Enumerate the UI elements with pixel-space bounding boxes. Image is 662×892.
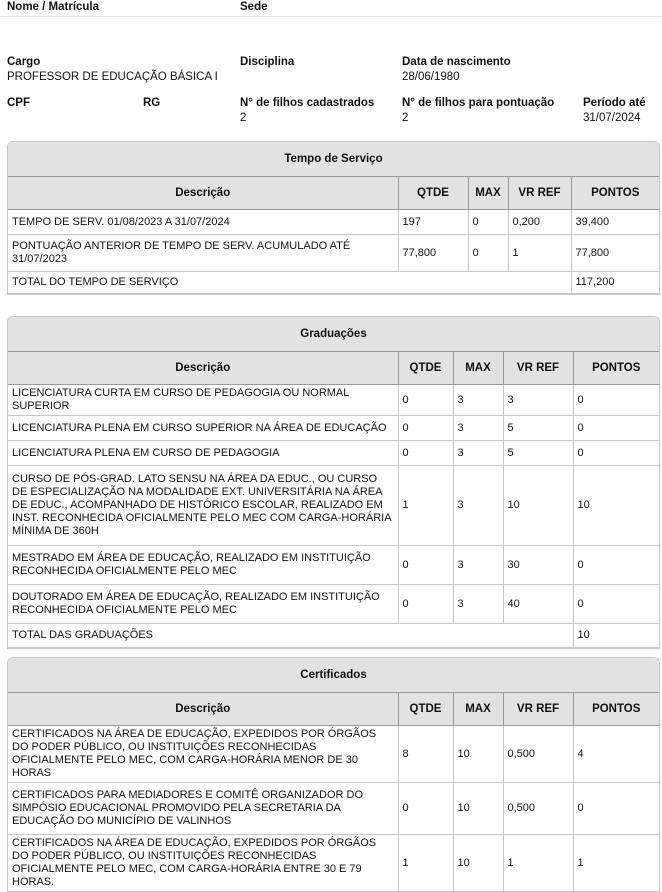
col-descricao: Descrição xyxy=(8,352,398,385)
cell-vr-ref: 10 xyxy=(503,466,573,546)
cell-pontos: 77,800 xyxy=(571,235,659,272)
graduacoes-table xyxy=(8,352,659,648)
filhos-pontuacao-value: 2 xyxy=(402,112,409,124)
graduacoes-title: Graduações xyxy=(8,317,659,352)
table-row xyxy=(8,210,659,235)
cell-descricao: DOUTORADO EM ÁREA DE EDUCAÇÃO, REALIZADO EM INSTITUIÇÃO RECONHECIDA OFICIALMENTE PELO MEC xyxy=(8,585,398,624)
graduacoes-panel xyxy=(7,316,660,649)
cell-pontos: 4 xyxy=(573,726,659,783)
certificados-title: Certificados xyxy=(8,658,659,693)
disciplina-label: Disciplina xyxy=(240,56,295,68)
col-qtde: QTDE xyxy=(398,693,453,726)
cell-qtde: 77,800 xyxy=(398,235,468,272)
col-vr-ref: VR REF xyxy=(503,693,573,726)
cell-descricao: MESTRADO EM ÁREA DE EDUCAÇÃO, REALIZADO EM INSTITUIÇÃO RECONHECIDA OFICIALMENTE PELO MEC xyxy=(8,546,398,585)
cell-vr-ref: 1 xyxy=(508,235,571,272)
col-qtde: QTDE xyxy=(398,352,453,385)
cell-descricao: LICENCIATURA PLENA EM CURSO DE PEDAGOGIA xyxy=(8,441,398,466)
cell-pontos: 0 xyxy=(573,546,659,585)
tempo-servico-panel xyxy=(7,141,660,295)
table-row xyxy=(8,466,659,546)
col-vr-ref: VR REF xyxy=(503,352,573,385)
header-divider xyxy=(0,16,662,17)
table-row xyxy=(8,585,659,624)
col-max: MAX xyxy=(468,177,508,210)
cell-max: 3 xyxy=(453,585,503,624)
table-header-row xyxy=(8,352,659,385)
cell-max: 10 xyxy=(453,835,503,892)
col-vr-ref: VR REF xyxy=(508,177,571,210)
table-row xyxy=(8,235,659,272)
cell-descricao: LICENCIATURA CURTA EM CURSO DE PEDAGOGIA OU NORMAL SUPERIOR xyxy=(8,385,398,416)
cell-descricao: CERTIFICADOS NA ÁREA DE EDUCAÇÃO, EXPEDIDOS POR ÓRGÃOS DO PODER PÚBLICO, OU INSTITUIÇÕES RECONHECIDAS OFICIALMENTE PELO MEC, COM CARGA-HORÁRIA ENTRE 30 E 79 HORAS. xyxy=(8,835,398,892)
total-row xyxy=(8,272,659,294)
periodo-value: 31/07/2024 xyxy=(583,112,641,124)
table-row xyxy=(8,835,659,892)
filhos-pontuacao-label: N° de filhos para pontuação xyxy=(402,97,555,109)
tempo-servico-table xyxy=(8,177,659,294)
data-nascimento-label: Data de nascimento xyxy=(402,56,511,68)
cell-max: 3 xyxy=(453,385,503,416)
cell-pontos: 10 xyxy=(573,466,659,546)
cargo-value: PROFESSOR DE EDUCAÇÃO BÁSICA I xyxy=(7,71,218,83)
rg-label: RG xyxy=(143,97,161,109)
col-pontos: PONTOS xyxy=(573,352,659,385)
table-header-row xyxy=(8,693,659,726)
col-max: MAX xyxy=(453,693,503,726)
cell-max: 0 xyxy=(468,210,508,235)
cell-qtde: 8 xyxy=(398,726,453,783)
cell-max: 3 xyxy=(453,416,503,441)
cell-pontos: 0 xyxy=(573,416,659,441)
col-pontos: PONTOS xyxy=(571,177,659,210)
col-pontos: PONTOS xyxy=(573,693,659,726)
certificados-panel xyxy=(7,657,660,892)
cell-vr-ref: 40 xyxy=(503,585,573,624)
cell-pontos: 0 xyxy=(573,441,659,466)
col-descricao: Descrição xyxy=(8,177,398,210)
cell-descricao: CURSO DE PÓS-GRAD. LATO SENSU NA ÁREA DA EDUC., OU CURSO DE ESPECIALIZAÇÃO NA MODALIDADE EXT. UNIVERSITÁRIA NA ÁREA DE EDUC., ACOMPANHADO DE HISTÓRICO ESCOLAR, REALIZADO EM INST. RECONHECIDA OFICIALMENTE PELO MEC COM CARGA-HORÁRIA MÍNIMA DE 360H xyxy=(8,466,398,546)
nome-matricula-label: Nome / Matrícula xyxy=(7,1,100,13)
cell-descricao: TEMPO DE SERV. 01/08/2023 A 31/07/2024 xyxy=(8,210,398,235)
table-row xyxy=(8,385,659,416)
cell-qtde: 0 xyxy=(398,441,453,466)
filhos-cadastrados-label: N° de filhos cadastrados xyxy=(240,97,375,109)
filhos-cadastrados-value: 2 xyxy=(240,112,247,124)
col-descricao: Descrição xyxy=(8,693,398,726)
total-value: 117,200 xyxy=(571,272,659,294)
periodo-label: Período até xyxy=(583,97,646,109)
cell-qtde: 1 xyxy=(398,835,453,892)
cell-max: 3 xyxy=(453,441,503,466)
cell-qtde: 0 xyxy=(398,385,453,416)
total-row xyxy=(8,624,659,648)
table-row xyxy=(8,441,659,466)
cell-pontos: 39,400 xyxy=(571,210,659,235)
col-max: MAX xyxy=(453,352,503,385)
cell-max: 10 xyxy=(453,726,503,783)
table-header-row xyxy=(8,177,659,210)
cell-vr-ref: 1 xyxy=(503,835,573,892)
cell-vr-ref: 0,200 xyxy=(508,210,571,235)
cell-qtde: 0 xyxy=(398,585,453,624)
cell-max: 3 xyxy=(453,466,503,546)
cell-pontos: 0 xyxy=(573,783,659,835)
cell-max: 0 xyxy=(468,235,508,272)
cell-vr-ref: 30 xyxy=(503,546,573,585)
sede-label: Sede xyxy=(240,1,268,13)
cell-qtde: 1 xyxy=(398,466,453,546)
cell-qtde: 197 xyxy=(398,210,468,235)
cell-pontos: 1 xyxy=(573,835,659,892)
table-row xyxy=(8,783,659,835)
cpf-label: CPF xyxy=(7,97,30,109)
total-label: TOTAL DO TEMPO DE SERVIÇO xyxy=(8,272,571,294)
cell-vr-ref: 5 xyxy=(503,441,573,466)
cell-vr-ref: 0,500 xyxy=(503,726,573,783)
cell-pontos: 0 xyxy=(573,585,659,624)
cargo-label: Cargo xyxy=(7,56,41,68)
cell-qtde: 0 xyxy=(398,416,453,441)
cell-vr-ref: 5 xyxy=(503,416,573,441)
cell-descricao: LICENCIATURA PLENA EM CURSO SUPERIOR NA ÁREA DE EDUCAÇÃO xyxy=(8,416,398,441)
cell-qtde: 0 xyxy=(398,783,453,835)
data-nascimento-value: 28/06/1980 xyxy=(402,71,460,83)
col-qtde: QTDE xyxy=(398,177,468,210)
cell-descricao: CERTIFICADOS NA ÁREA DE EDUCAÇÃO, EXPEDIDOS POR ÓRGÃOS DO PODER PÚBLICO, OU INSTITUIÇÕES RECONHECIDAS OFICIALMENTE PELO MEC, COM CARGA-HORÁRIA MENOR DE 30 HORAS xyxy=(8,726,398,783)
cell-qtde: 0 xyxy=(398,546,453,585)
table-row xyxy=(8,726,659,783)
cell-max: 10 xyxy=(453,783,503,835)
table-row xyxy=(8,416,659,441)
table-row xyxy=(8,546,659,585)
total-label: TOTAL DAS GRADUAÇÕES xyxy=(8,624,573,648)
cell-descricao: PONTUAÇÃO ANTERIOR DE TEMPO DE SERV. ACUMULADO ATÉ 31/07/2023 xyxy=(8,235,398,272)
cell-vr-ref: 3 xyxy=(503,385,573,416)
total-value: 10 xyxy=(573,624,659,648)
cell-max: 3 xyxy=(453,546,503,585)
tempo-servico-title: Tempo de Serviço xyxy=(8,142,659,177)
cell-descricao: CERTIFICADOS PARA MEDIADORES E COMITÊ ORGANIZADOR DO SIMPÓSIO EDUCACIONAL PROMOVIDO PELA SECRETARIA DA EDUCAÇÃO DO MUNICÍPIO DE VALINHOS xyxy=(8,783,398,835)
cell-vr-ref: 0,500 xyxy=(503,783,573,835)
certificados-table xyxy=(8,693,659,892)
cell-pontos: 0 xyxy=(573,385,659,416)
